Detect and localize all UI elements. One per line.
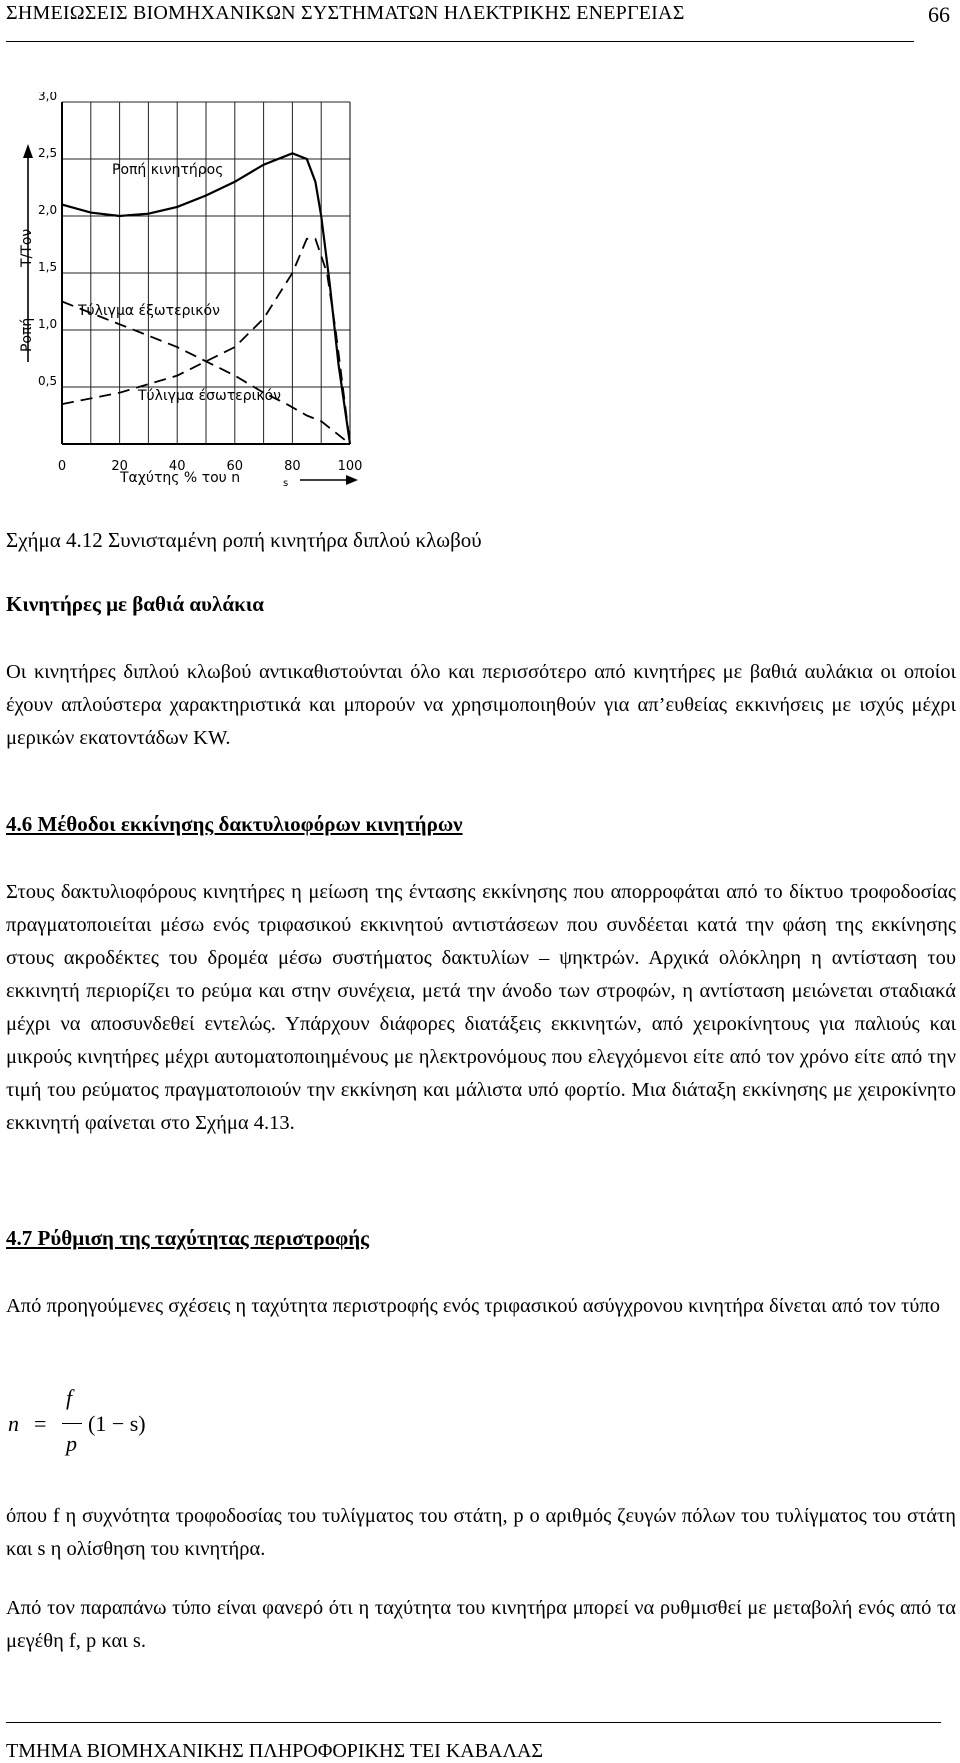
x-axis-label-subscript: s xyxy=(283,478,289,489)
running-footer: ΤΜΗΜΑ ΒΙΟΜΗΧΑΝΙΚΗΣ ΠΛΗΡΟΦΟΡΙΚΗΣ ΤΕΙ ΚΑΒΑΛΑΣ xyxy=(6,1740,544,1762)
y-axis-label-torque: Ροπή xyxy=(19,317,35,352)
y-tick-label: 1,0 xyxy=(38,317,58,331)
y-tick-label: 2,0 xyxy=(38,203,58,217)
speed-formula xyxy=(8,1385,208,1465)
torque-speed-figure xyxy=(0,92,380,492)
y-axis-arrow-head xyxy=(23,144,33,158)
y-tick-label: 0,5 xyxy=(38,374,58,388)
paragraph-formula-explanation: όπου f η συχνότητα τροφοδοσίας του τυλίγματος του στάτη, p ο αριθμός ζευγών πόλων του τυλίγματος του στάτη και s η ολίσθηση του κινητήρα. xyxy=(6,1505,956,1560)
heading-section-4-7: 4.7 Ρύθμιση της ταχύτητας περιστροφής xyxy=(6,1226,369,1250)
x-tick-label: 60 xyxy=(226,459,244,474)
y-tick-label: 2,5 xyxy=(38,146,58,160)
x-tick-label: 40 xyxy=(168,459,186,474)
formula-denominator: p xyxy=(66,1431,77,1456)
x-axis-label: Ταχύτης % του n xyxy=(120,470,241,486)
y-tick-label: 1,5 xyxy=(38,260,58,274)
paragraph-deep-slot-motors: Οι κινητήρες διπλού κλωβού αντικαθιστούνται όλο και περισσότερο από κινητήρες με βαθιά αυλάκια οι οποίοι έχουν απλούστερα χαρακτηριστικά και μπορούν να χρησιμοποιηθούν για απ’ευθείας εκκινήσεις με ισχύς μέχρι μερικών εκατοντάδων KW. xyxy=(6,661,956,749)
formula-factor: (1 − s) xyxy=(88,1411,146,1436)
paragraph-speed-control-conclusion: Από τον παραπάνω τύπο είναι φανερό ότι η ταχύτητα του κινητήρα μπορεί να ρυθμισθεί με μεταβολή ενός από τα μεγέθη f, p και s. xyxy=(6,1597,956,1652)
formula-lhs: n xyxy=(8,1411,19,1436)
footer-rule xyxy=(6,1722,941,1723)
x-tick-label: 100 xyxy=(337,459,363,474)
heading-section-4-6: 4.6 Μέθοδοι εκκίνησης δακτυλιοφόρων κινητήρων xyxy=(6,812,463,836)
heading-deep-slot-motors: Κινητήρες με βαθιά αυλάκια xyxy=(6,592,264,616)
paragraph-section-4-6: Στους δακτυλιοφόρους κινητήρες η μείωση της έντασης εκκίνησης που απορροφάται από το δίκτυο τροφοδοσίας πραγματοποιείται μέσω ενός τριφασικού εκκινητού αντιστάσεων που συνδέεται κατά την φάση της εκκίνησης στους ακροδέκτες του δρομέα μέσω συστήματος δακτυλίων – ψηκτρών. Αρχικά ολόκληρη η αντίσταση του εκκινητή περιορίζει το ρεύμα και στην συνέχεια, μετά την άνοδο των στροφών, η αντίσταση μειώνεται σταδιακά μέχρι να αποσυνδεθεί εντελώς. Υπάρχουν διάφορες διατάξεις εκκινητών, από χειροκίνητους για παλιούς και μικρούς κινητήρες μέχρι αυτοματοποιημένους με ηλεκτρονόμους που ελεγχόμενοι είτε από τον χρόνο είτε από την τιμή του ρεύματος πραγματοποιούν την εκκίνηση και μάλιστα υπό φορτίο. Μια διάταξη εκκίνησης με χειροκίνητο εκκινητή φαίνεται στο Σχήμα 4.13. xyxy=(6,881,956,1134)
label-inner-winding: Τύλιγμα έσωτερικόν xyxy=(138,388,281,404)
header-rule xyxy=(6,41,914,42)
label-outer-winding: Τύλιγμα έξωτερικόν xyxy=(78,303,220,319)
formula-numerator: f xyxy=(66,1385,73,1410)
x-axis-arrow-head xyxy=(346,475,358,485)
formula-fraction-bar xyxy=(62,1423,82,1424)
y-tick-label: 3,0 xyxy=(38,92,58,103)
paragraph-speed-formula-intro: Από προηγούμενες σχέσεις η ταχύτητα περιστροφής ενός τριφασικού ασύγχρονου κινητήρα δίνεται από τον τύπο xyxy=(6,1295,941,1317)
chart-tick-labels xyxy=(38,92,362,474)
formula-equals: = xyxy=(34,1411,47,1436)
x-tick-label: 0 xyxy=(57,459,67,474)
x-tick-label: 80 xyxy=(284,459,301,474)
y-axis-label-ratio: T/Tον xyxy=(19,228,35,267)
page-number: 66 xyxy=(928,2,950,27)
figure-caption: Σχήμα 4.12 Συνισταμένη ροπή κινητήρα διπλού κλωβού xyxy=(6,528,482,552)
torque-speed-chart xyxy=(0,92,380,492)
label-motor-torque: Ροπή κινητήρος xyxy=(112,162,224,178)
x-tick-label: 20 xyxy=(111,459,128,474)
running-header-title: ΣΗΜΕΙΩΣΕΙΣ ΒΙΟΜΗΧΑΝΙΚΩΝ ΣΥΣΤΗΜΑΤΩΝ ΗΛΕΚΤΡΙΚΗΣ ΕΝΕΡΓΕΙΑΣ xyxy=(6,2,685,24)
